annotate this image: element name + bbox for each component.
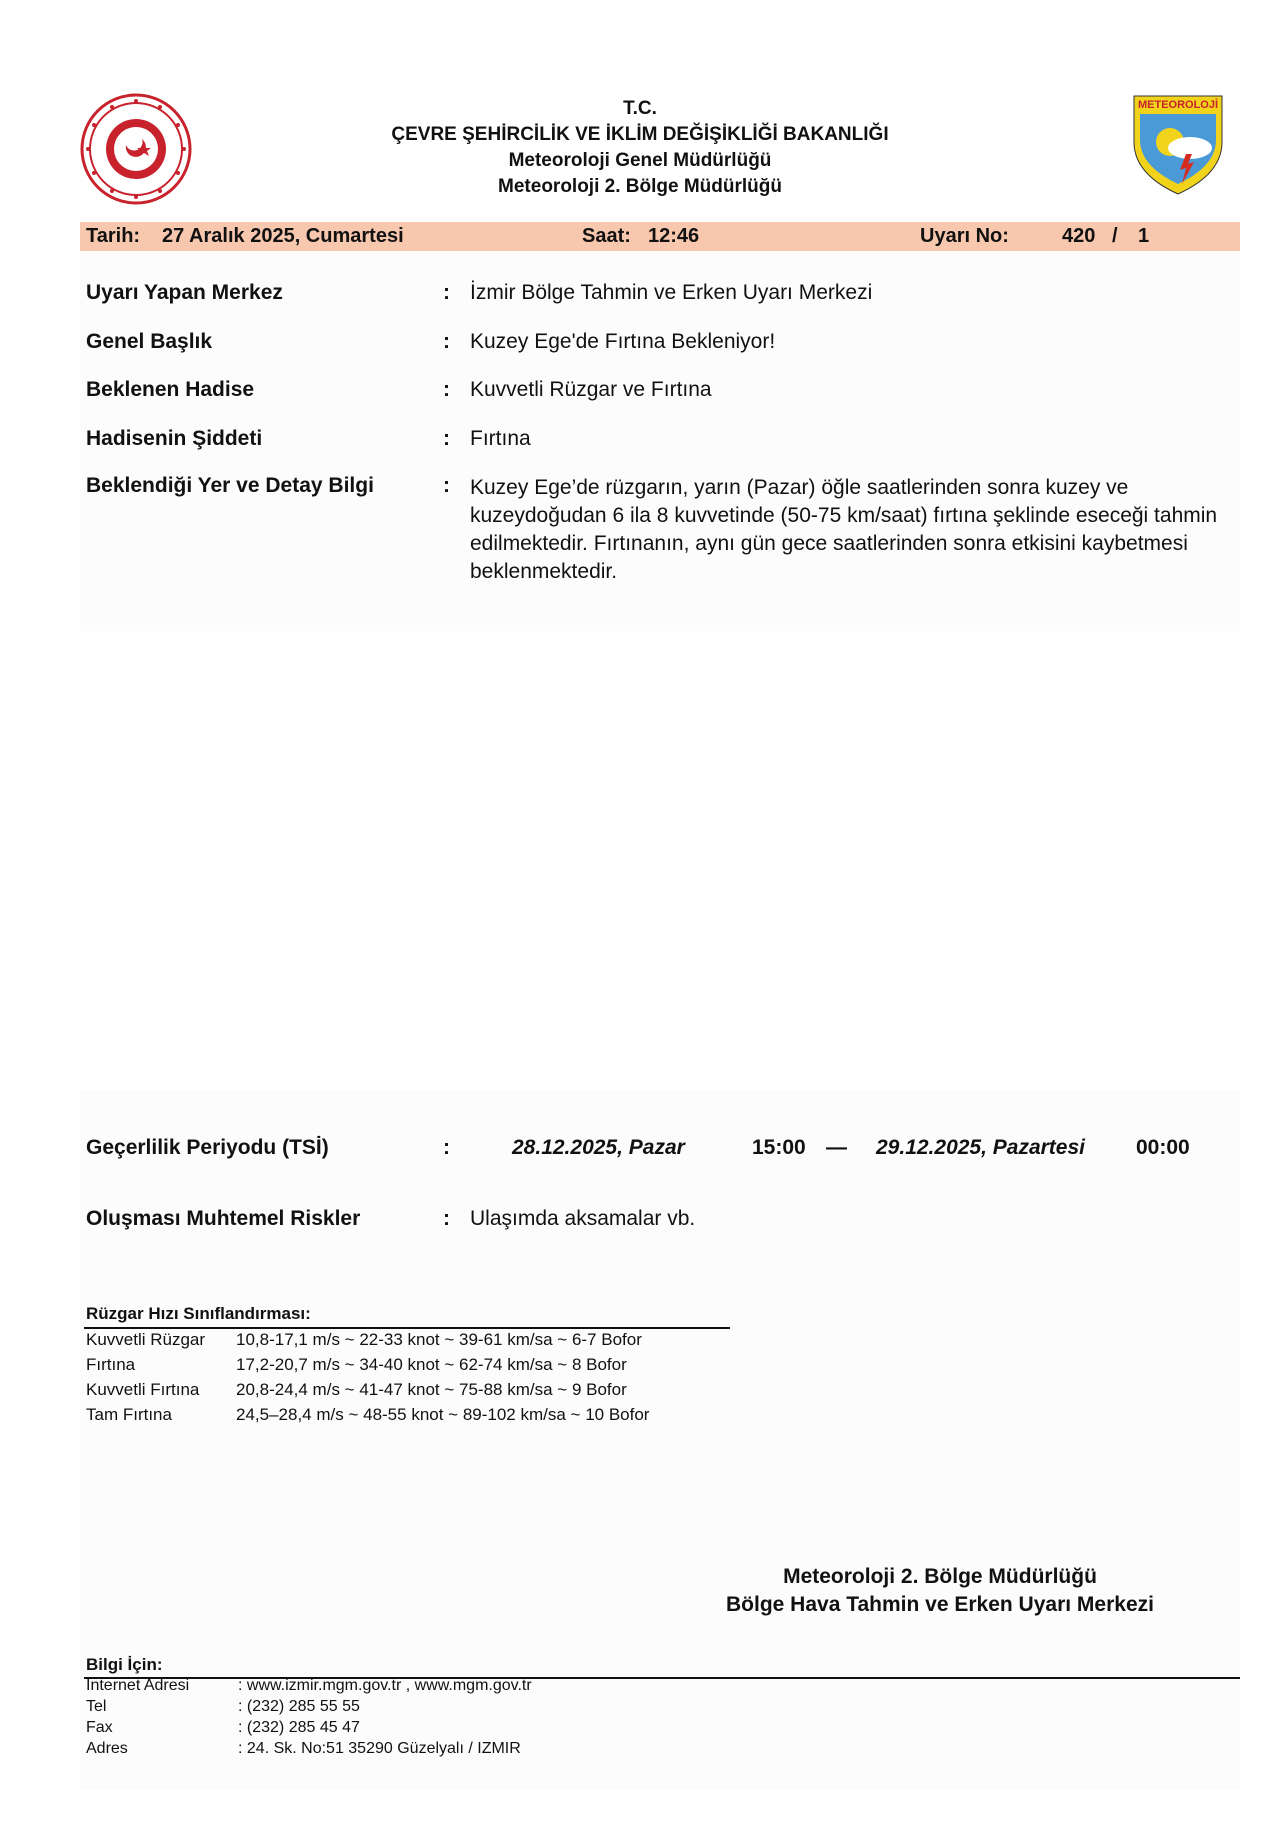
info-bar — [80, 222, 1240, 251]
header-regional-directorate: Meteoroloji 2. Bölge Müdürlüğü — [498, 176, 782, 197]
contact-label: Tel — [86, 1698, 107, 1715]
wind-row — [86, 1405, 649, 1425]
time-value: 12:46 — [648, 225, 700, 247]
validity-end-time: 00:00 — [1136, 1136, 1190, 1159]
field-label-general-title: Genel Başlık — [86, 330, 213, 353]
contact-row-internet — [86, 1676, 532, 1696]
contact-label: Fax — [86, 1719, 113, 1736]
contact-row-address — [86, 1739, 521, 1759]
contact-value: : (232) 285 45 47 — [238, 1719, 360, 1736]
risks-value: Ulaşımda aksamalar vb. — [470, 1207, 696, 1230]
signature-block — [700, 1563, 1180, 1619]
field-label-expected-event: Beklenen Hadise — [86, 378, 255, 401]
wind-row-value: 20,8-24,4 m/s ~ 41-47 knot ~ 75-88 km/sa ~ 9 Bofor — [236, 1380, 627, 1399]
contact-value: : www.izmir.mgm.gov.tr , www.mgm.gov.tr — [238, 1677, 532, 1694]
field-colon: : — [443, 427, 450, 450]
meteoroloji-logo — [1130, 92, 1226, 196]
field-colon: : — [443, 281, 450, 304]
validity-start-time: 15:00 — [752, 1136, 806, 1159]
wind-row — [86, 1380, 627, 1400]
field-colon: : — [443, 1207, 450, 1230]
field-value-location-detail: Kuzey Ege’de rüzgarın, yarın (Pazar) öğle saatlerinden sonra kuzey ve kuzeydoğudan 6 ila 8 kuvvetinde (50-75 km/saat) fırtına şeklinde eseceği tahmin edilmektedir. Fırtınanın, aynı gün gece saatlerinden sonra etkisini kaybetmesi beklenmektedir. — [470, 476, 1218, 583]
field-colon: : — [443, 1136, 450, 1159]
warning-no-value: 420 — [1062, 225, 1096, 247]
risks-label: Oluşması Muhtemel Riskler — [86, 1207, 361, 1230]
field-value-severity: Fırtına — [470, 427, 531, 450]
wind-row-name: Kuvvetli Fırtına — [86, 1380, 200, 1399]
validity-dash: — — [826, 1136, 847, 1159]
wind-row-name: Fırtına — [86, 1355, 136, 1374]
signature-line-2: Bölge Hava Tahmin ve Erken Uyarı Merkezi — [726, 1593, 1154, 1616]
field-label-warning-center: Uyarı Yapan Merkez — [86, 281, 283, 304]
field-label-location-detail: Beklendiği Yer ve Detay Bilgi — [86, 474, 374, 497]
wind-row-name: Kuvvetli Rüzgar — [86, 1330, 206, 1349]
wind-row-value: 10,8-17,1 m/s ~ 22-33 knot ~ 39-61 km/sa ~ 6-7 Bofor — [236, 1330, 642, 1349]
wind-row-name: Tam Fırtına — [86, 1405, 172, 1424]
field-label-severity: Hadisenin Şiddeti — [86, 427, 263, 450]
contact-label: Internet Adresi — [86, 1677, 190, 1694]
wind-row — [86, 1330, 642, 1350]
field-colon: : — [443, 474, 450, 497]
contact-title: Bilgi İçin: — [86, 1655, 163, 1674]
contact-value: : (232) 285 55 55 — [238, 1698, 360, 1715]
validity-label: Geçerlilik Periyodu (TSİ) — [86, 1136, 329, 1159]
wind-row — [86, 1355, 627, 1375]
validity-start-date: 28.12.2025, Pazar — [512, 1136, 685, 1159]
time-label: Saat: — [582, 225, 631, 247]
wind-row-value: 24,5–28,4 m/s ~ 48-55 knot ~ 89-102 km/sa ~ 10 Bofor — [236, 1405, 650, 1424]
signature-line-1: Meteoroloji 2. Bölge Müdürlüğü — [783, 1565, 1097, 1588]
warning-no-separator: / — [1112, 225, 1118, 247]
wind-classification-title: Rüzgar Hızı Sınıflandırması: — [86, 1304, 311, 1323]
wind-row-value: 17,2-20,7 m/s ~ 34-40 knot ~ 62-74 km/sa ~ 8 Bofor — [236, 1355, 627, 1374]
contact-row-tel — [86, 1697, 360, 1717]
contact-value: : 24. Sk. No:51 35290 Güzelyalı / IZMIR — [238, 1740, 521, 1757]
header-ministry: ÇEVRE ŞEHİRCİLİK VE İKLİM DEĞİŞİKLİĞİ BAKANLIĞI — [391, 124, 889, 145]
field-colon: : — [443, 330, 450, 353]
validity-end-date: 29.12.2025, Pazartesi — [876, 1136, 1085, 1159]
header-tc: T.C. — [623, 98, 657, 119]
field-value-general-title: Kuzey Ege'de Fırtına Bekleniyor! — [470, 330, 776, 353]
date-label: Tarih: — [86, 225, 141, 247]
contact-label: Adres — [86, 1740, 128, 1757]
contact-row-fax — [86, 1718, 360, 1738]
field-value-warning-center: İzmir Bölge Tahmin ve Erken Uyarı Merkezi — [470, 281, 873, 304]
field-colon: : — [443, 378, 450, 401]
field-value-expected-event: Kuvvetli Rüzgar ve Fırtına — [470, 378, 712, 401]
header-general-directorate: Meteoroloji Genel Müdürlüğü — [508, 150, 772, 171]
warning-no-sub: 1 — [1138, 225, 1150, 247]
warning-no-label: Uyarı No: — [920, 225, 1009, 247]
date-value: 27 Aralık 2025, Cumartesi — [162, 225, 404, 247]
meteoroloji-logo-text: METEOROLOJİ — [1137, 99, 1219, 111]
document-header — [0, 96, 1280, 200]
wind-classification-rule — [84, 1327, 730, 1329]
